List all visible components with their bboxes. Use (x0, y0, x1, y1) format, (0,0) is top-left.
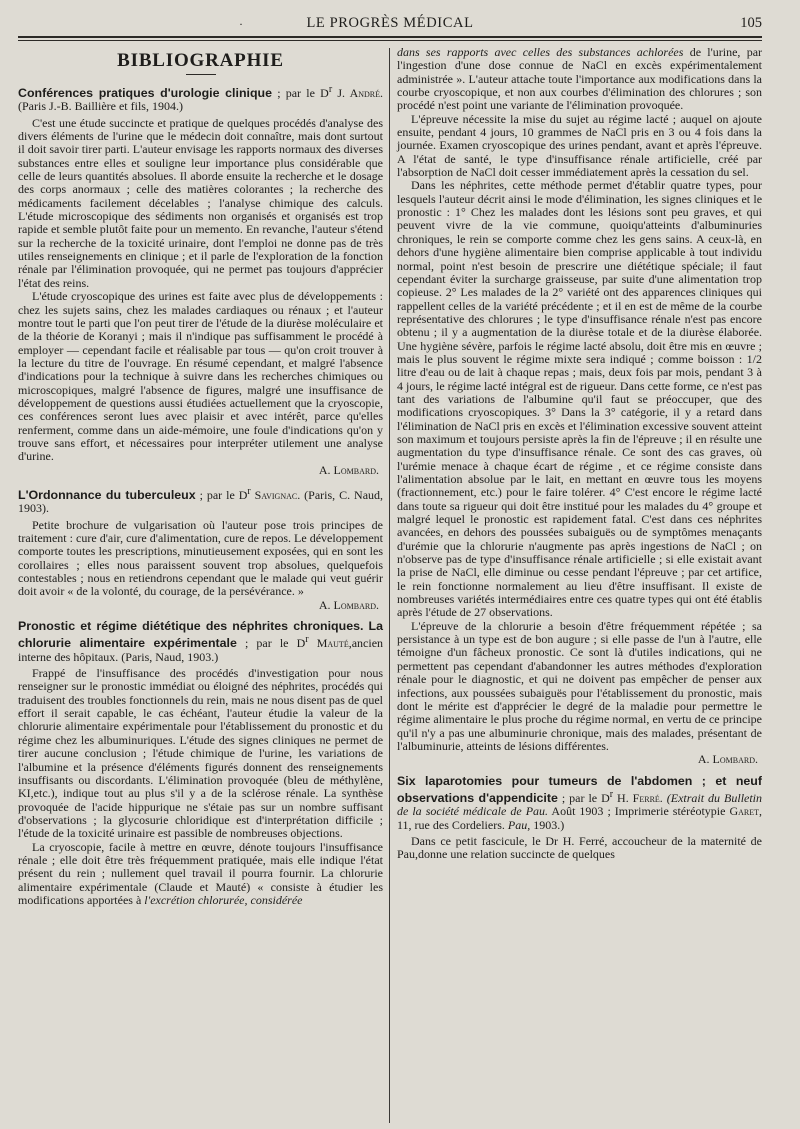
review-tuberculeux (18, 485, 383, 612)
review-byline: ; par le D (236, 636, 306, 651)
review-title: L'Ordonnance du tuberculeux (18, 487, 196, 502)
section-title: BIBLIOGRAPHIE (117, 50, 284, 71)
review-title: Six laparotomies pour tumeurs de l'abdomen ; et neuf observations d'appendicite (397, 773, 763, 805)
publication-city: Pau, (507, 817, 531, 832)
printer-name: Garet (729, 804, 760, 819)
section-rule (186, 74, 216, 75)
review-paragraph: Petite brochure de vulgarisation où l'auteur pose trois principes de traitement : cure d'air, cure d'alimentation, cure de repos. Le développement comporte toutes les prescriptions, minutieusement exposées, qui en sont les corollaires ; elles nous paraissent souvent trop absolues, quelquefois contestables ; nous en retiendrons cependant que le malade qui veut guérir doit avoir « de la volonté, du courage, de la persévérance. » (18, 517, 384, 599)
review-author: Savignac. (250, 487, 301, 502)
review-signature: A. Lombard. (318, 462, 380, 477)
review-publisher: ancien interne des hôpitaux. (Paris, Naud, 1903.) (18, 636, 384, 664)
page-number: 105 (740, 15, 762, 31)
review-paragraph: C'est une étude succincte et pratique de quelques procédés d'analyse des divers éléments de l'urine que le médecin doit connaître, mais dont surtout il doit savoir tirer parti. L'auteur envisage les rapports normaux des diverses substances entre elles et souligne leur importance plus considérable que celle de leurs quantités absolues. Il aborde ensuite la recherche et le dosage des corps anormaux ; celle des matières colorantes ; la recherche des médicaments facilement décelables ; l'analyse chimique des calculs. L'étude microscopique des sédiments non organisés et organisés est trop rapide et semble plutôt faite pour un memento. En revanche, l'auteur s'étend sur la recherche de la toxicité urinaire, dont l'emploi ne donne pas de très utiles renseignements en clinique ; et il parle de l'exploration de la fonction rénale par l'élimination provoquée, qui ne permet pas toujours d'apprécier l'état des reins. (18, 115, 384, 290)
review-publisher: (Paris J.-B. Baillière et fils, 1904.) (18, 99, 183, 114)
review-paragraph: Dans les néphrites, cette méthode permet d'établir quatre types, pour lesquels l'auteur décrit ainsi le mode d'élimination, les signes cliniques et le pronostic : 1° Chez les malades dont les lésions sont peu graves, et qui peuvent vivre de la vie commune, quoiqu'atteints d'albuminuries chroniques, le rein se comporte comme chez les gens sains. A ceux-là, en dehors d'une hygiène alimentaire bien comprise applicable à tout individu normal, point n'est besoin de prescrire une diététique spéciale; il faut cependant éviter la surcharge graisseuse, par suite d'une alimentation trop copieuse. 2° Les malades de la 2° variété ont des apparences cliniques qui rappellent celles de la variété précédente ; et il en est de même de la courbe représentative des chlorures ; le type d'insuffisance rénale n'est pas encore obtenu ; il y a augmentation de la diurèse totale et de la diurèse élaborée. Une hygiène sévère, parfois le régime lacté absolu, doit être mis en œuvre ; mais le plus souvent le régime mixte sera indiqué ; comme boisson : 1/2 litre d'eau ou de lait à chaque repas ; mais, deux fois par mois, pendant 3 à 4 jours, le régime lacté intégral est de rigueur. Dans cette forme, ce n'est pas tant des variations de l'albumine qu'il faut se préoccuper, que des modifications cryoscopiques. 3° Dans la 3° catégorie, il y a retard dans l'élimination de NaCl pris en excès et l'élimination excessive souvent atteint son maximum et toujours persiste après la fin de l'épreuve ; il en résulte une augmentation du type d'insuffisance rénale. Ce sont des cas graves, où l'urémie menace à chaque écart de régime , et ce régime consiste dans l'alimentation absolue par le lait, en mettant en œuvre tous les moyens (fractionnement, etc.) pour le faire tolérer. 4° C'est encore le régime lacté dans toute sa rigueur qui doit être institué pour les malades du 4° groupe et malgré lequel le pronostic est rapidement fatal. C'est dans ces néphrites avancées, en dehors des poussées subaiguës ou de symptômes menaçants d'urémie que la chlorurie n'augmente pas après ingestions de NaCl ; on n'observe pas de type d'insuffisance rénale artificielle ; si elle existait avant la prise de NaCl, elle diminue ou cesse pendant l'épreuve ; par cet artifice, le rein fonctionne normalement au lieu d'être insuffisant. Il existe de nombreuses variétés intermédiaires entre ces quatre types qui ont été établis après l'étude de 27 observations. (397, 178, 763, 620)
italic-phrase: dans ses rapports avec celles des substances achlorées (397, 46, 684, 59)
review-heading (18, 485, 383, 516)
review-heading (18, 620, 383, 664)
review-paragraph: L'épreuve nécessite la mise du sujet au régime lacté ; auquel on ajoute ensuite, pendant 4 jours, 10 grammes de NaCl pris en 3 ou 4 fois dans la journée. Examen cryoscopique des urines pendant, avant et après l'épreuve. A l'état de santé, le type d'insuffisance rénale artificielle, créé par l'absorption de NaCl doit cesser immédiatement après la cessation du sel. (397, 111, 763, 180)
review-paragraph: Dans ce petit fascicule, le Dr H. Ferré, accoucheur de la maternité de Pau,donne une relation succincte de quelques (397, 833, 763, 862)
review-byline: ; par le D (271, 86, 329, 100)
two-column-body (18, 46, 762, 1123)
left-column (18, 46, 389, 1123)
italic-phrase: l'excrétion chlorurée, considérée (144, 892, 303, 907)
review-author: J. André. (332, 86, 384, 100)
review-signature: A. Lombard. (697, 752, 759, 767)
review-signature: A. Lombard. (318, 597, 380, 612)
review-title: Conférences pratiques d'urologie clinique (18, 86, 272, 100)
review-nephrites (18, 620, 383, 907)
byline-sup: r (328, 84, 333, 95)
header-rule (18, 36, 762, 38)
running-header (18, 14, 762, 36)
byline-sup: r (247, 485, 251, 497)
review-paragraph-continued: dans ses rapports avec celles des substances achlorées de l'urine, par l'ingestion d'une dose connue de NaCl en excès expérimentalement administrée ». L'auteur attache toute l'importance aux modifications dans la courbe cryoscopique, et non aux courbes d'élimination des chlorures ; son procédé n'est point une variante de l'élimination provoquée. (397, 46, 763, 113)
review-paragraph: Frappé de l'insuffisance des procédés d'investigation pour nous renseigner sur le pronostic immédiat ou éloigné des néphrites, procédés qui traduisent des troubles fonctionnels du rein, mais ne nous disent pas de quel effort il serait capable, le cas échéant, l'auteur étudie la valeur de la chlorurie alimentaire expérimentale pour l'établissement du pronostic et du régime chez les albuminuriques. L'étude des signes cliniques ne permet de tirer aucune conclusion ; l'étude chimique de l'urine, les variations de l'albumine et la présence d'éléments figurés donnent des renseignements insuffisants ou discordants. L'élimination provoquée (bleu de méthylène, KI,etc.), indique tout au plus s'il y a de la sclérose rénale. La synthèse provoquée de l'acide hippurique ne s'étaie pas sur un nombre suffisant d'observations ; la glycosurie chloridique est d'interprétation difficile ; l'étude de la toxicité urinaire est passible de nombreuses objections. (18, 666, 384, 841)
publication-extract: (Extrait du Bulletin de la société médicale de Pau. (397, 790, 763, 819)
review-paragraph: La cryoscopie, facile à mettre en œuvre, dénote toujours l'insuffisance rénale ; elle doit être très fréquemment pratiquée, mais elle indique l'état présent du rein ; nullement quel travail il pourra fournir. La chlorurie alimentaire expérimentale (Claude et Mauté) « consiste à étudier les modifications apportées à l'excrétion chlorurée, considérée (18, 839, 384, 907)
review-byline: ; par le D (195, 487, 248, 502)
review-heading (18, 83, 383, 114)
review-heading: Six laparotomies pour tumeurs de l'abdomen ; et neuf observations d'appendicite ; par le $D^r$ H. Ferré. (Extrait du Bulletin de la société médicale de Pau. Août 1903 ; Imprimerie stéréotypie Garet, 11, rue des Cordeliers. Pau, 1903.) (397, 773, 763, 832)
byline-sup: r (305, 634, 309, 646)
byline-sup: r (609, 788, 614, 800)
review-publisher: (Paris, C. Naud, 1903). (18, 487, 384, 516)
review-byline: ; par le D (557, 790, 610, 805)
review-nephrites-continued (397, 46, 762, 767)
journal-title: LE PROGRÈS MÉDICAL (306, 15, 474, 31)
review-paragraph: L'épreuve de la chlorurie a besoin d'être fréquemment répétée ; sa persistance à un type est de bon augure ; si elle passe de l'un à l'autre, elle témoigne d'un fâcheux pronostic. Ce sont là d'utiles indications, qui ne permettent pas cependant d'abandonner les autres méthodes d'exploration rénale pour le diagnostic, et qui ne doivent pas empêcher de penser aux infections, aux poussées subaiguës pour l'établissement du pronostic, mais dont le mérite est d'apprécier le degré de la maladie pour permettre le régime alimentaire le plus proche du régime normal, en vertu de ce principe qu'il n'y a pas une albuminurie chronique, mais des malades, présentant de l'albuminurie, atteints de lésions différentes. (397, 618, 763, 753)
header-dot: · (239, 17, 243, 31)
review-urologie (18, 83, 383, 477)
header-rule-thin (18, 40, 762, 41)
right-column (390, 46, 762, 1123)
review-paragraph: L'étude cryoscopique des urines est faite avec plus de développements : chez les sujets sains, chez les malades cardiaques ou rénaux ; et l'auteur montre tout le parti que l'on peut tirer de l'étude de la diurèse moléculaire et de la théorie de Koranyi ; mais il n'indique pas suffisamment le procédé à employer — cependant facile et réalisable par tous — qu'on croit trouver à la lecture du titre de l'ouvrage. En résumé cependant, et malgré l'absence d'indications pour la technique à suivre dans les recherches chimiques ou microscopiques, malgré l'absence de figures, malgré une insuffisance de développement de questions aussi étudiées actuellement que la cryoscopie, ces conférences seront lues avec plaisir et avec intérêt, parce qu'elles renferment, comme dans un aide-mémoire, une foule d'indications qu'on y trouve sans effort, et nécessaires pour interpréter utilement une analyse d'urine. (18, 289, 384, 464)
review-author: H. Ferré. (613, 790, 663, 805)
review-laparotomies (397, 775, 762, 862)
review-author: Mauté, (308, 636, 352, 651)
review-title: Pronostic et régime diététique des néphrites chroniques. La chlorurie alimentaire expérimentale (18, 619, 384, 651)
